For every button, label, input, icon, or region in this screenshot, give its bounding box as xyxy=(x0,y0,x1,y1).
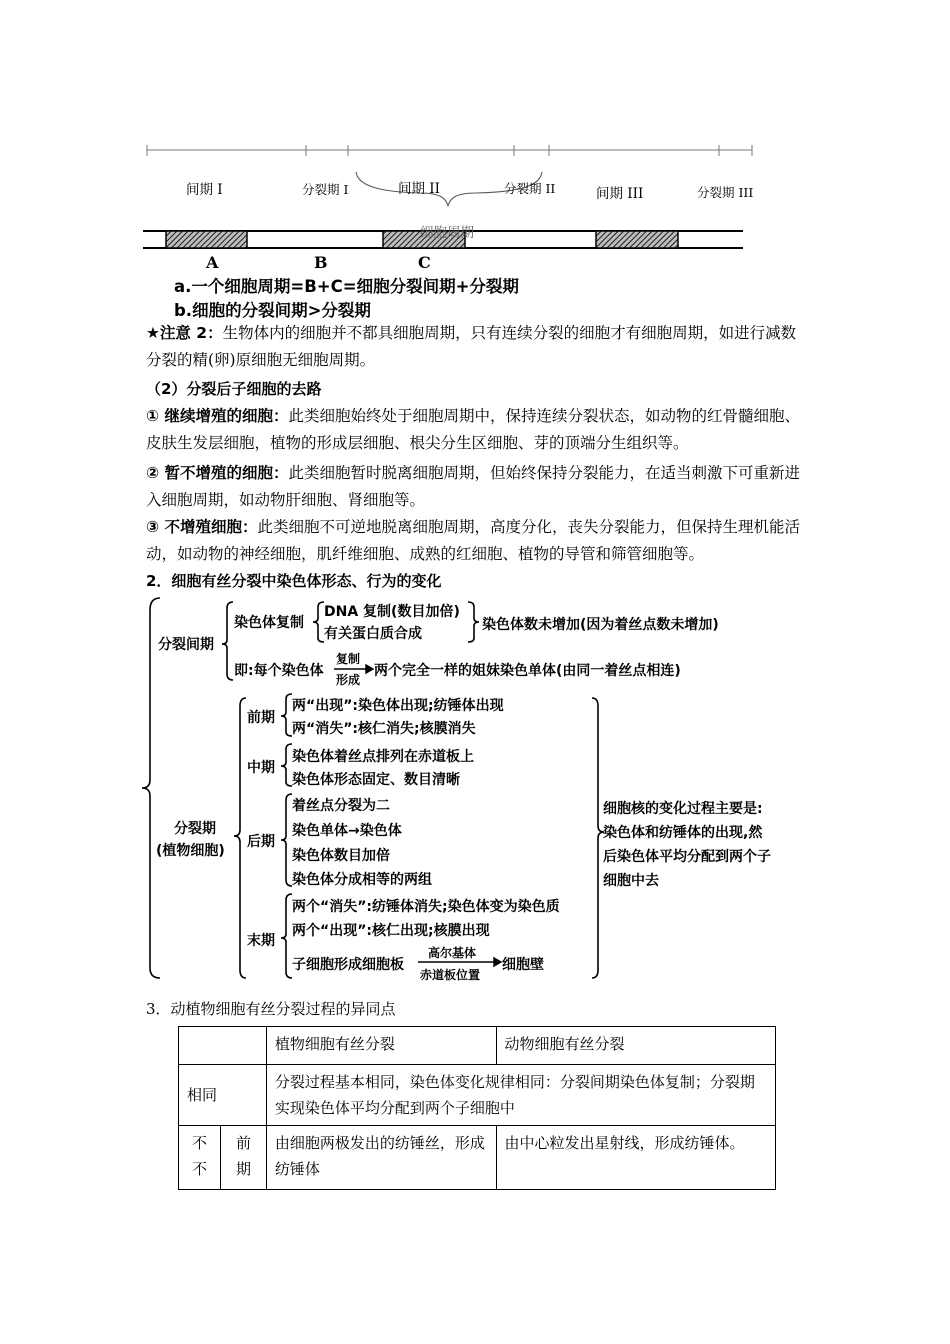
table-row xyxy=(179,1126,776,1190)
tree-summary-3: 后染色体平均分配到两个子 xyxy=(603,849,771,865)
section-2-heading: 2．细胞有丝分裂中染色体形态、行为的变化 xyxy=(146,572,442,590)
table-phase-label-2: 期 xyxy=(235,1160,251,1178)
tree-telophase: 末期 xyxy=(247,933,275,949)
tree-telo-1: 两个“消失”:纺锤体消失;染色体变为染色质 xyxy=(292,899,560,915)
timeline-label-interphase-2: 间期 II xyxy=(398,181,440,197)
fate-item-3 xyxy=(146,514,806,568)
tree-meta-2: 染色体形态固定、数目清晰 xyxy=(292,772,460,788)
tree-ana-4: 染色体分成相等的两组 xyxy=(292,872,432,888)
timeline-label-mitosis-2: 分裂期 II xyxy=(504,181,556,196)
tree-no-increase: 染色体数未增加(因为着丝点数未增加) xyxy=(482,617,719,633)
fate-heading: （2）分裂后子细胞的去路 xyxy=(146,380,322,398)
tree-telo-3-prefix: 子细胞形成细胞板 xyxy=(292,957,404,973)
fate-item-2 xyxy=(146,460,806,514)
fate-item-1-label: ① 继续增殖的细胞： xyxy=(146,407,289,425)
tree-each-prefix: 即:每个染色体 xyxy=(234,663,324,679)
table-diff-label xyxy=(179,1126,221,1190)
timeline-label-interphase-3: 间期 III xyxy=(596,186,644,202)
tree-each-suffix: 两个完全一样的姐妹染色单体(由同一着丝点相连) xyxy=(374,663,681,679)
table-diff-label-1: 不 xyxy=(191,1134,207,1152)
phase-a-block xyxy=(166,231,247,248)
tree-dna-replication: DNA 复制(数目加倍) xyxy=(324,604,460,620)
table-phase-label xyxy=(220,1126,266,1190)
cycle-definition-a: a.一个细胞周期=B+C=细胞分裂间期+分裂期 xyxy=(174,277,519,296)
tree-telo-3-suffix: 细胞壁 xyxy=(502,957,544,973)
tree-pro-1: 两“出现”:染色体出现;纺锤体出现 xyxy=(292,698,504,714)
table-animal-text: 由中心粒发出星射线，形成纺锤体。 xyxy=(496,1126,776,1190)
note-2 xyxy=(146,320,806,374)
table-plant-text: 由细胞两极发出的纺锤丝，形成纺锤体 xyxy=(266,1126,496,1190)
tree-metaphase: 中期 xyxy=(247,760,275,776)
table-row xyxy=(179,1027,776,1065)
tree-ana-2: 染色单体→染色体 xyxy=(292,823,402,839)
phase-block-3 xyxy=(596,231,678,248)
tree-meta-1: 染色体着丝点排列在赤道板上 xyxy=(292,749,474,765)
table-header-animal: 动物细胞有丝分裂 xyxy=(496,1027,776,1065)
bar-letter-c: C xyxy=(418,253,431,272)
timeline-label-interphase-1: 间期 I xyxy=(186,182,223,198)
cycle-definition-b: b.细胞的分裂间期>分裂期 xyxy=(174,301,371,320)
tree-arrow-top: 复制 xyxy=(336,652,361,666)
fate-item-1-text: 此类细胞始终处于细胞周期中，保持连续分裂状态，如动物的红骨髓细胞、皮肤生发层细胞，植物的形成层细胞、根尖分生区细胞、芽的顶端分生组织等。 xyxy=(146,407,801,452)
tree-telo-2: 两个“出现”:核仁出现;核膜出现 xyxy=(292,923,490,939)
tree-ana-3: 染色体数目加倍 xyxy=(292,848,390,864)
table-same-text: 分裂过程基本相同，染色体变化规律相同：分裂间期染色体复制；分裂期实现染色体平均分配到两个子细胞中 xyxy=(266,1065,775,1126)
tree-prophase: 前期 xyxy=(247,710,275,726)
fate-item-3-label: ③ 不增殖细胞： xyxy=(146,518,258,536)
fate-item-3-text: 此类细胞不可逆地脱离细胞周期，高度分化，丧失分裂能力，但保持生理机能活动，如动物的神经细胞，肌纤维细胞、成熟的红细胞、植物的导管和筛管细胞等。 xyxy=(146,518,801,563)
tree-pro-2: 两“消失”:核仁消失;核膜消失 xyxy=(292,721,476,737)
tree-telo-arrow-top: 高尔基体 xyxy=(428,946,477,960)
table-phase-label-1: 前 xyxy=(235,1134,251,1152)
section-3-heading: 3．动植物细胞有丝分裂过程的异同点 xyxy=(146,1000,396,1018)
timeline-label-mitosis-1: 分裂期 I xyxy=(302,182,349,197)
table-same-label: 相同 xyxy=(179,1065,267,1126)
fate-item-1 xyxy=(146,403,806,457)
table-corner-cell xyxy=(179,1027,267,1065)
cell-cycle-brace-label: 细胞周期 xyxy=(420,225,474,241)
tree-interphase: 分裂间期 xyxy=(158,637,214,653)
table-header-plant: 植物细胞有丝分裂 xyxy=(266,1027,496,1065)
tree-mitosis-2: (植物细胞) xyxy=(156,843,225,859)
tree-summary-2: 染色体和纺锤体的出现,然 xyxy=(603,825,763,841)
tree-arrow-bottom: 形成 xyxy=(336,673,361,687)
tree-summary-1: 细胞核的变化过程主要是: xyxy=(603,801,763,817)
tree-protein-synthesis: 有关蛋白质合成 xyxy=(324,626,422,642)
note-2-label: ★注意 2： xyxy=(146,324,223,342)
table-diff-label-2: 不 xyxy=(191,1160,207,1178)
tree-summary-4: 细胞中去 xyxy=(603,873,659,889)
note-2-text: 生物体内的细胞并不都具细胞周期，只有连续分裂的细胞才有细胞周期，如进行减数分裂的精(卵)原细胞无细胞周期。 xyxy=(146,324,797,369)
table-row xyxy=(179,1065,776,1126)
bar-letter-a: A xyxy=(206,253,219,272)
tree-chrom-replication: 染色体复制 xyxy=(234,615,304,631)
comparison-table xyxy=(178,1026,776,1190)
fate-item-2-label: ② 暂不增殖的细胞： xyxy=(146,464,289,482)
tree-telo-arrow-bottom: 赤道板位置 xyxy=(420,968,481,982)
tree-anaphase: 后期 xyxy=(247,834,275,850)
tree-mitosis-1: 分裂期 xyxy=(174,821,216,837)
fate-item-2-text: 此类细胞暂时脱离细胞周期，但始终保持分裂能力，在适当刺激下可重新进入细胞周期，如动物肝细胞、肾细胞等。 xyxy=(146,464,801,509)
bar-letter-b: B xyxy=(314,253,328,272)
tree-ana-1: 着丝点分裂为二 xyxy=(292,798,390,814)
timeline-label-mitosis-3: 分裂期 III xyxy=(697,185,754,200)
